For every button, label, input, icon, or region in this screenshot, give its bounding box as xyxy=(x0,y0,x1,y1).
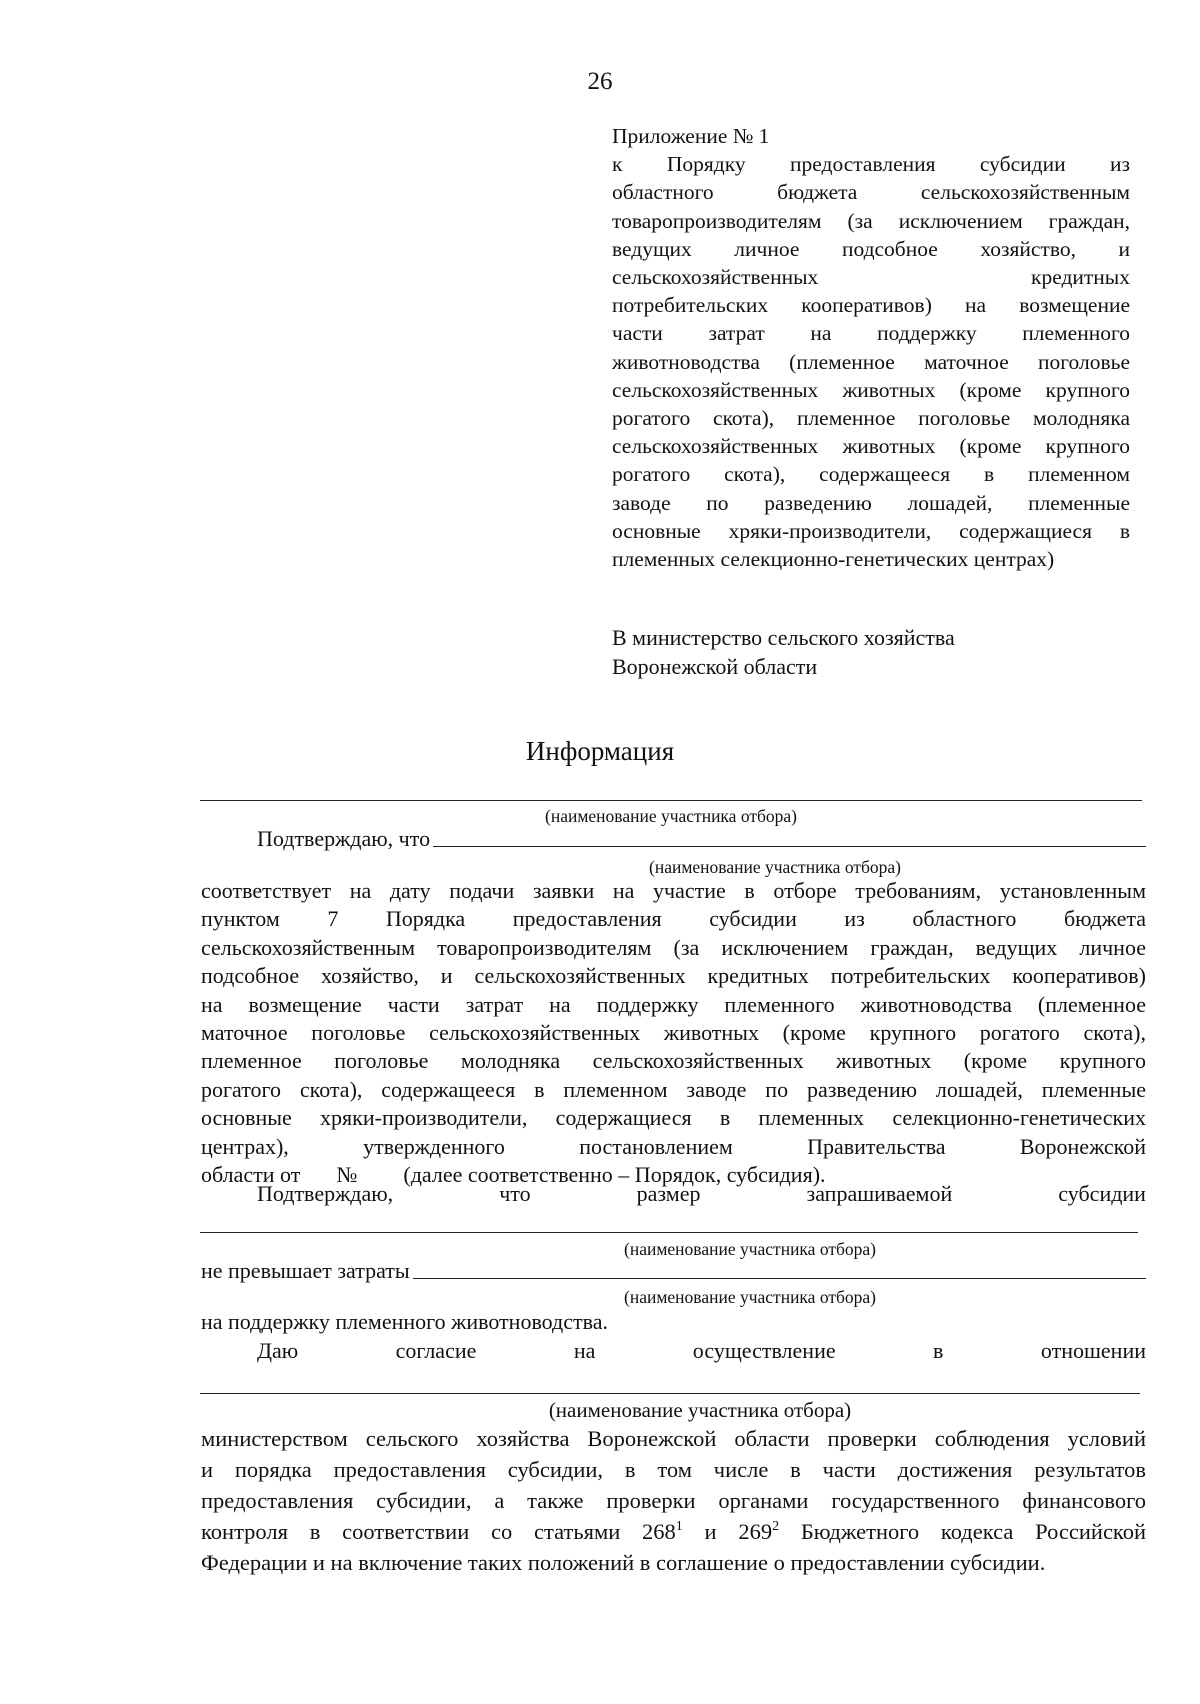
word: что xyxy=(499,1181,531,1206)
participant-name-line[interactable] xyxy=(200,800,1142,801)
appendix-line: Приложение № 1 xyxy=(612,124,770,148)
recipient-line-2: Воронежской области xyxy=(612,654,818,679)
paragraph-line: рогатого скота), содержащееся в племенном заводе по разведению лошадей, племенные xyxy=(201,1076,1146,1102)
appendix-line: потребительских кооперативов) на возмещение xyxy=(612,293,1130,318)
superscript: 2 xyxy=(772,1519,780,1534)
appendix-line: рогатого скота), племенное поголовье молодняка xyxy=(612,406,1130,431)
participant-caption: (наименование участника отбора) xyxy=(624,1239,876,1259)
paragraph-line: маточное поголовье сельскохозяйственных животных (кроме крупного рогатого скота), xyxy=(201,1020,1146,1046)
appendix-line: товаропроизводителям (за исключением граждан, xyxy=(612,208,1130,233)
paragraph-line: на возмещение части затрат на поддержку племенного животноводства (племенное xyxy=(201,991,1146,1017)
participant-caption: (наименование участника отбора) xyxy=(624,1287,876,1307)
page-number: 26 xyxy=(587,68,613,95)
paragraph-line: центрах), утвержденного постановлением Правительства Воронежской xyxy=(201,1133,1146,1159)
document-title: Информация xyxy=(525,736,675,766)
word: размер xyxy=(636,1181,701,1206)
appendix-line: части затрат на поддержку племенного xyxy=(612,321,1130,346)
appendix-line: основные хряки-производители, содержащиеся в xyxy=(612,518,1130,543)
appendix-line: ведущих личное подсобное хозяйство, и xyxy=(612,236,1130,261)
decree-number-label: № xyxy=(336,1162,358,1188)
word: Подтверждаю, xyxy=(257,1181,394,1206)
text-part: и 269 xyxy=(682,1519,773,1544)
word: запрашиваемой xyxy=(806,1181,953,1206)
appendix-line: племенных селекционно-генетических центрах) xyxy=(612,547,1055,572)
confirm-row-1 xyxy=(201,826,1146,852)
appendix-line: сельскохозяйственных животных (кроме крупного xyxy=(612,377,1130,402)
expense-label: не превышает затраты xyxy=(201,1258,410,1283)
confirm-row-2 xyxy=(257,1180,1146,1208)
paragraph-line: пунктом 7 Порядка предоставления субсидии из областного бюджета xyxy=(201,906,1146,932)
participant-caption: (наименование участника отбора) xyxy=(548,1398,852,1422)
participant-caption: (наименование участника отбора) xyxy=(545,806,797,826)
confirm-paragraph xyxy=(201,877,1146,1189)
appendix-line: областного бюджета сельскохозяйственным xyxy=(612,180,1130,205)
appendix-line: рогатого скота), содержащееся в племенном xyxy=(612,462,1130,487)
word: на xyxy=(573,1338,596,1363)
paragraph-line: сельскохозяйственным товаропроизводителям (за исключением граждан, ведущих личное xyxy=(201,934,1146,960)
word: субсидии xyxy=(1058,1181,1146,1206)
paragraph-line xyxy=(201,1516,1146,1547)
appendix-header xyxy=(612,122,1130,573)
confirm-label: Подтверждаю, что xyxy=(257,826,431,851)
text-part: Бюджетного кодекса Российской xyxy=(779,1519,1147,1544)
word: отношении xyxy=(1040,1338,1146,1363)
paragraph-line: племенное поголовье молодняка сельскохозяйственных животных (кроме крупного xyxy=(201,1048,1146,1074)
consent-paragraph xyxy=(201,1423,1146,1578)
appendix-line: сельскохозяйственных кредитных xyxy=(612,265,1130,290)
appendix-line: сельскохозяйственных животных (кроме крупного xyxy=(612,434,1130,459)
participant-caption: (наименование участника отбора) xyxy=(649,857,901,877)
participant-name-line[interactable] xyxy=(200,1232,1138,1233)
paragraph-line: и порядка предоставления субсидии, в том числе в части достижения результатов xyxy=(201,1457,1146,1482)
decree-date-label: области от xyxy=(201,1162,301,1188)
appendix-line: к Порядку предоставления субсидии из xyxy=(612,152,1130,177)
recipient-block xyxy=(612,623,1132,681)
appendix-line: заводе по разведению лошадей, племенные xyxy=(612,490,1130,515)
text-part: контроля в соответствии со статьями 268 xyxy=(201,1519,676,1544)
paragraph-line: министерством сельского хозяйства Воронежской области проверки соблюдения условий xyxy=(201,1426,1146,1451)
word: в xyxy=(933,1338,944,1363)
participant-name-line[interactable] xyxy=(413,1278,1146,1279)
word: осуществление xyxy=(692,1338,836,1363)
recipient-line-1: В министерство сельского хозяйства xyxy=(612,625,955,650)
appendix-line: животноводства (племенное маточное поголовье xyxy=(612,349,1130,374)
participant-name-line[interactable] xyxy=(433,846,1146,847)
paragraph-line: предоставления субсидии, а также проверки органами государственного финансового xyxy=(201,1488,1146,1513)
consent-row xyxy=(257,1337,1146,1365)
paragraph-line: основные хряки-производители, содержащиеся в племенных селекционно-генетических xyxy=(201,1105,1146,1131)
expense-row xyxy=(201,1258,1146,1284)
participant-name-line[interactable] xyxy=(200,1393,1140,1394)
word: согласие xyxy=(395,1338,477,1363)
superscript: 1 xyxy=(675,1519,683,1534)
expense-ending: на поддержку племенного животноводства. xyxy=(201,1309,608,1334)
paragraph-line: соответствует на дату подачи заявки на участие в отборе требованиям, установленным xyxy=(201,878,1146,903)
decree-rest: (далее соответственно – Порядок, субсидия). xyxy=(403,1162,826,1188)
paragraph-line: Федерации и на включение таких положений в соглашение о предоставлении субсидии. xyxy=(201,1550,1046,1575)
word: Даю xyxy=(257,1338,299,1363)
paragraph-line: подсобное хозяйство, и сельскохозяйственных кредитных потребительских кооперативов) xyxy=(201,963,1146,989)
